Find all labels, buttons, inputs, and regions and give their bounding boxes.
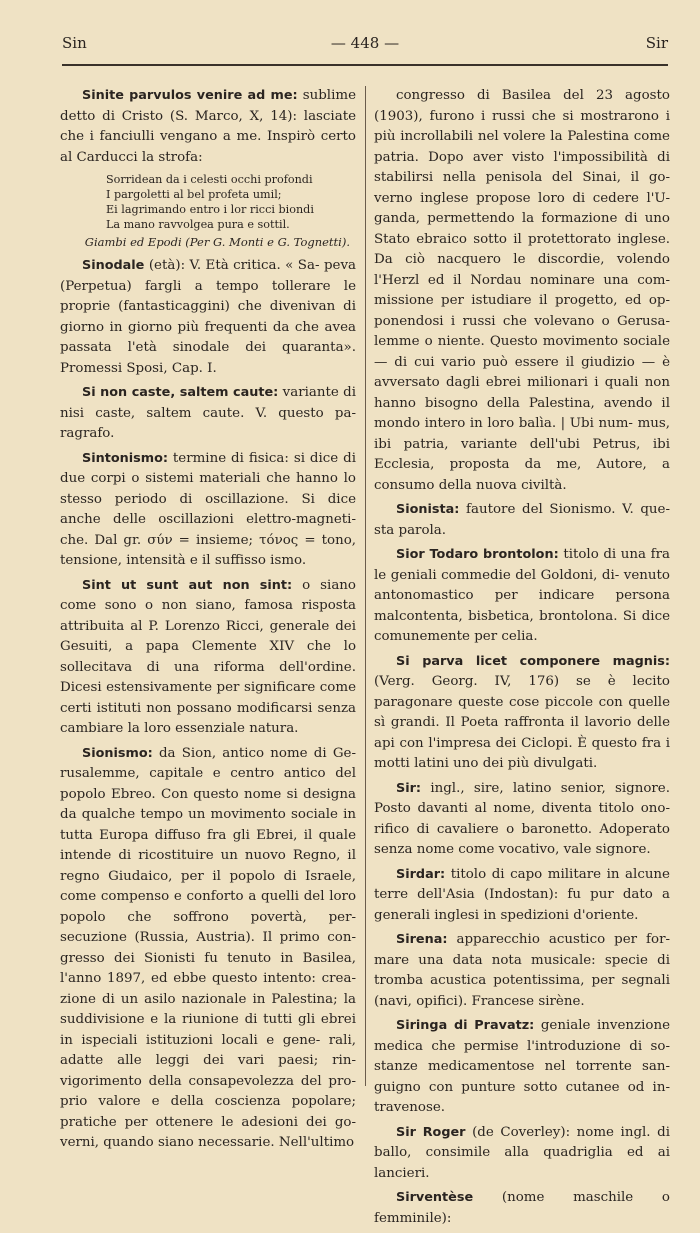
entry-line: Israele, come compenso e conforto a quelli: [60, 868, 356, 904]
entry-line: peva (Perpetua) fargli a tempo tollerare: [60, 258, 356, 294]
entry-line: zione di un asilo nazionale in Palestina;: [60, 991, 338, 1007]
entry-line: malcontenta, bisbetica, brontolona. Si dice: [374, 608, 670, 624]
entry-line: dei Gesuiti, a papa Clemente XIV che lo: [60, 618, 356, 654]
page-header: [62, 34, 668, 58]
entry-line: secuzione (Russia, Austria). Il primo con-: [60, 930, 356, 945]
entry-text: [374, 1188, 670, 1229]
entry-line: o siano: [302, 577, 356, 593]
entry-line: fautore del Sionismo. V. que-: [466, 502, 670, 517]
dictionary-entry: [374, 930, 670, 1012]
entry-line: la suddivisione e la riunione di tutti gli: [60, 991, 356, 1027]
entry-line: tromba acustica potentissima, per segnali: [374, 973, 670, 988]
entry-text: [374, 500, 670, 541]
entry-line: venuto antonomastico per indicare persona: [374, 567, 670, 603]
entry-line: Il Poeta raffronta il lavorio delle api con: [374, 715, 670, 751]
entry-line: queste cose piccole con quelle sì grandi.: [374, 694, 670, 730]
entry-headword: Sior Todaro brontolon:: [396, 547, 559, 562]
entry-text: [374, 865, 670, 927]
entry-line: gresso dei Sionisti fu tenuto in Basilea,: [60, 950, 356, 966]
entry-line: nisi caste, saltem caute. V. questo pa-: [60, 405, 356, 421]
entry-headword: Si parva licet componere magnis:: [396, 653, 670, 669]
entry-line: termine di fisica: si dice: [172, 450, 339, 466]
entry-line: patria. Dopo aver visto l'impossibilità di: [374, 149, 670, 165]
entry-line: ebrei in ispeciali istituzioni locali e gene-: [60, 1012, 356, 1048]
entry-line: come sono o non siano, famosa risposta: [60, 598, 356, 613]
entry-headword: Sir Roger: [396, 1124, 466, 1140]
entry-line: prio valore e della coscienza popolare;: [60, 1094, 356, 1109]
entry-line: attribuita al P. Lorenzo Ricci, generale: [60, 618, 330, 634]
entry-line: Regno, il regno Giudaico, per il popolo di: [60, 848, 356, 884]
entry-line: non hanno bisogno della Palestina, avendo: [374, 375, 670, 411]
entry-line: mus, ibi patria, variante dell'ubi Petrus,: [374, 416, 671, 452]
entry-line: certo al Carducci la strofa:: [60, 129, 356, 165]
entry-line: titolo di una: [563, 547, 647, 562]
entry-line: ragrafo.: [60, 426, 115, 441]
dictionary-entry: [374, 779, 670, 861]
entry-line: in tutta Europa diffuso fra gli Ebrei, il: [60, 807, 356, 843]
entry-text: [60, 256, 356, 379]
entry-line: ponendosi i russi che volevano o Gerusa-: [374, 313, 670, 329]
entry-line: stanze medicamentose nel torrente san-: [374, 1059, 670, 1074]
entry-line: cambiare la loro essenziale natura.: [60, 721, 299, 736]
entry-line: Posto davanti al nome, diventa titolo ono-: [374, 801, 670, 816]
entry-text: [374, 1123, 670, 1185]
entry-line: ibi Ecclesia, proposta da me, Autore, a: [374, 436, 670, 472]
entry-headword: Sinodale: [82, 258, 145, 273]
dictionary-entry: [374, 500, 670, 541]
entry-line: (de Coverley): nome ingl. di: [472, 1124, 670, 1140]
entry-line: geniale invenzione: [540, 1018, 670, 1033]
column-divider: [365, 86, 366, 1086]
entry-line: Promessi Sposi, Cap. I.: [60, 360, 217, 376]
entry-line: titolo di capo militare in alcune: [450, 866, 670, 882]
entry-line: che i fanciulli vengano a me. Inspirò: [60, 129, 316, 144]
verse-quote: [106, 172, 356, 232]
entry-headword: Sirventèse: [396, 1190, 474, 1205]
dictionary-entry: [60, 383, 356, 445]
entry-line: ballo, consimile alla quadriglia ed ai lancieri.: [374, 1145, 670, 1181]
running-head-left: Sin: [62, 34, 87, 52]
dictionary-entry: [374, 1188, 670, 1229]
entry-text: [60, 576, 356, 740]
entry-line: vigorimento della consapevolezza del pro-: [60, 1073, 356, 1089]
entry-line: sublime: [302, 88, 356, 103]
entry-line: Dicesi estensivamente per significare come: [60, 680, 356, 695]
entry-line: è avversato dagli ebrei milionari i quali: [374, 354, 670, 390]
entry-line: apparecchio acustico per for-: [456, 932, 671, 947]
header-rule: [62, 64, 668, 66]
verse-line: Sorridean da i celesti occhi profondi: [106, 173, 313, 186]
dictionary-entry: [374, 1016, 670, 1119]
dictionary-entry: [374, 652, 670, 775]
verse-line: I pargoletti al bel profeta umil;: [106, 188, 282, 201]
entry-text: [60, 744, 356, 1154]
entry-line: rali, adatte alle leggi dei vari paesi; rin-: [60, 1032, 356, 1068]
entry-line: medica che permise l'introduzione di so-: [374, 1038, 670, 1054]
entry-text: [374, 930, 670, 1012]
entry-text: [60, 449, 356, 572]
entry-headword: Sintonismo:: [82, 450, 168, 466]
entry-line: guigno con punture sotto cutanee od in-: [374, 1079, 670, 1095]
entry-headword: Sir:: [396, 780, 422, 796]
dictionary-entry: [374, 1123, 670, 1185]
entry-line: travenose.: [374, 1100, 445, 1115]
entry-headword: Sint ut sunt aut non sint:: [82, 577, 293, 593]
entry-line: (Verg.: [374, 674, 415, 689]
entry-line: popolo Ebreo. Con questo nome si designa: [60, 786, 356, 802]
page-number: — 448 —: [330, 34, 400, 52]
entry-line: generali inglesi in spedizioni d'oriente.: [374, 907, 639, 923]
entry-line: da Sion, antico nome di Ge-: [158, 745, 356, 761]
verse-line: Ei lagrimando entro i lor ricci biondi: [106, 203, 314, 216]
entry-line: furono i russi che si mostrarono i più: [374, 108, 670, 144]
entry-line: Da ciò nacquero le discordie, volendo: [374, 252, 670, 267]
entry-line: verno inglese propose loro di cedere l'U-: [374, 190, 670, 206]
entry-line: l'anno 1897, ed ebbe questo intento: crea-: [60, 971, 356, 986]
entry-text: [374, 652, 670, 775]
entry-line: mare una data nota musicale: specie di: [374, 952, 670, 968]
entry-line: rifico di cavaliere o baronetto. Adoperato: [374, 821, 670, 837]
entry-line: missione per istudiare il progetto, ed op-: [374, 293, 670, 308]
entry-headword: Sirena:: [396, 932, 448, 947]
entry-line: del loro popolo che soffrono povertà, per-: [60, 889, 357, 925]
dictionary-entry: [60, 576, 356, 740]
entry-line: rusalemme, capitale e centro antico del: [60, 766, 356, 781]
dictionary-entry: [60, 86, 356, 168]
entry-line: ganda, permettendo la formazione di uno: [374, 211, 670, 226]
entry-line: Stato ebraico sotto il protettorato inglese.: [374, 231, 670, 247]
entry-headword: Si non caste, saltem caute:: [82, 385, 279, 400]
entry-line: da qualche tempo un movimento sociale: [60, 807, 338, 822]
entry-line: ingl., sire, latino senior, signore.: [430, 780, 670, 796]
entry-headword: Sionismo:: [82, 745, 153, 761]
entry-line: quale intende di ricostituire un nuovo: [60, 827, 356, 863]
entry-line: (navi, opifici). Francese sirène.: [374, 993, 585, 1009]
entry-line: l'impresa dei Ciclopi. È questo fra i motti: [374, 735, 670, 771]
entry-line: lo stesso periodo di oscillazione. Si dice: [60, 471, 356, 507]
entry-line: anche delle oscillazioni elettro-magneti-: [60, 512, 356, 527]
entry-line: tono, tensione, intensità e il suffisso ismo.: [60, 532, 357, 568]
entry-text: [374, 545, 670, 648]
entry-text: [60, 383, 356, 445]
entry-line: (nome maschile o femminile):: [374, 1190, 670, 1226]
entry-line: fra le geniali commedie del Goldoni, di-: [374, 547, 670, 583]
entry-text: [374, 86, 670, 496]
entry-headword: Sionista:: [396, 502, 460, 517]
entry-line: senza nome come vocativo, vale signore.: [374, 842, 651, 857]
entry-line: che. Dal gr. σύν = insieme; τόνος =: [60, 532, 316, 548]
entry-text: [374, 779, 670, 861]
entry-line: terre dell'Asia (Indostan): fu pur dato a: [374, 887, 670, 902]
entry-line: (età): V. Età critica. « Sa-: [148, 258, 320, 273]
entry-line: certi istituti non possano modificarsi senza: [60, 700, 356, 716]
dictionary-entry: [60, 449, 356, 572]
entry-line: pratiche per ottenere le adesioni dei go-: [60, 1114, 356, 1130]
dictionary-entry: [374, 865, 670, 927]
verse-line: La mano ravvolgea pura e sottil.: [106, 218, 290, 231]
entry-headword: Siringa di Pravatz:: [396, 1018, 535, 1033]
entry-line: l'Herzl ed il Nordau nominare una com-: [374, 272, 670, 288]
entry-line: — di cui vario può essere il giudizio —: [374, 354, 656, 370]
entry-line: le proprie (fantasticaggini) che divenivan: [60, 278, 356, 314]
entry-line: consumo della nuova civiltà.: [374, 477, 567, 493]
entry-line: Georg. IV, 176) se è lecito paragonare: [374, 674, 670, 710]
entry-line: incrollabili nel volere la Palestina come: [400, 129, 670, 144]
dictionary-entry: [60, 256, 356, 379]
entry-line: di giorno in giorno più frequenti da che: [60, 299, 356, 335]
entry-line: sta parola.: [374, 522, 447, 538]
dictionary-entry: [60, 744, 356, 1154]
entry-line: di due corpi o sistemi materiali che hanno: [60, 450, 356, 486]
entry-line: sollecitava di una riforma dell'ordine.: [60, 659, 356, 675]
entry-line: stabilirsi nella penisola del Sinai, il go-: [374, 170, 670, 185]
entry-line: latini uno dei più divulgati.: [414, 756, 598, 771]
running-head-right: Sir: [645, 34, 668, 52]
entry-line: variante di: [282, 385, 356, 400]
entry-line: detto di Cristo (S. Marco, X, 14): lasciate: [60, 108, 356, 124]
entry-headword: Sirdar:: [396, 866, 446, 882]
dictionary-entry: [374, 545, 670, 648]
entry-line: il mondo intero in loro balìa. | Ubi num-: [374, 395, 670, 431]
entry-headword: Sinite parvulos venire ad me:: [82, 88, 298, 103]
entry-continued: [374, 86, 670, 496]
right-column: [374, 86, 670, 1233]
verse-citation: Giambi ed Epodi (Per G. Monti e G. Tognetti).: [84, 235, 350, 249]
entry-text: [60, 86, 356, 168]
left-column: [60, 86, 356, 1158]
entry-line: lemme o niente. Questo movimento sociale: [374, 334, 670, 349]
entry-text: [374, 1016, 670, 1119]
entry-line: congresso di Basilea del 23 agosto (1903),: [374, 88, 670, 124]
entry-line: verni, quando siano necessarie. Nell'ultimo: [60, 1135, 355, 1150]
entry-line: avea passata l'età sinodale dei quaranta».: [60, 319, 356, 355]
entry-line: comunemente per celia.: [374, 629, 538, 644]
